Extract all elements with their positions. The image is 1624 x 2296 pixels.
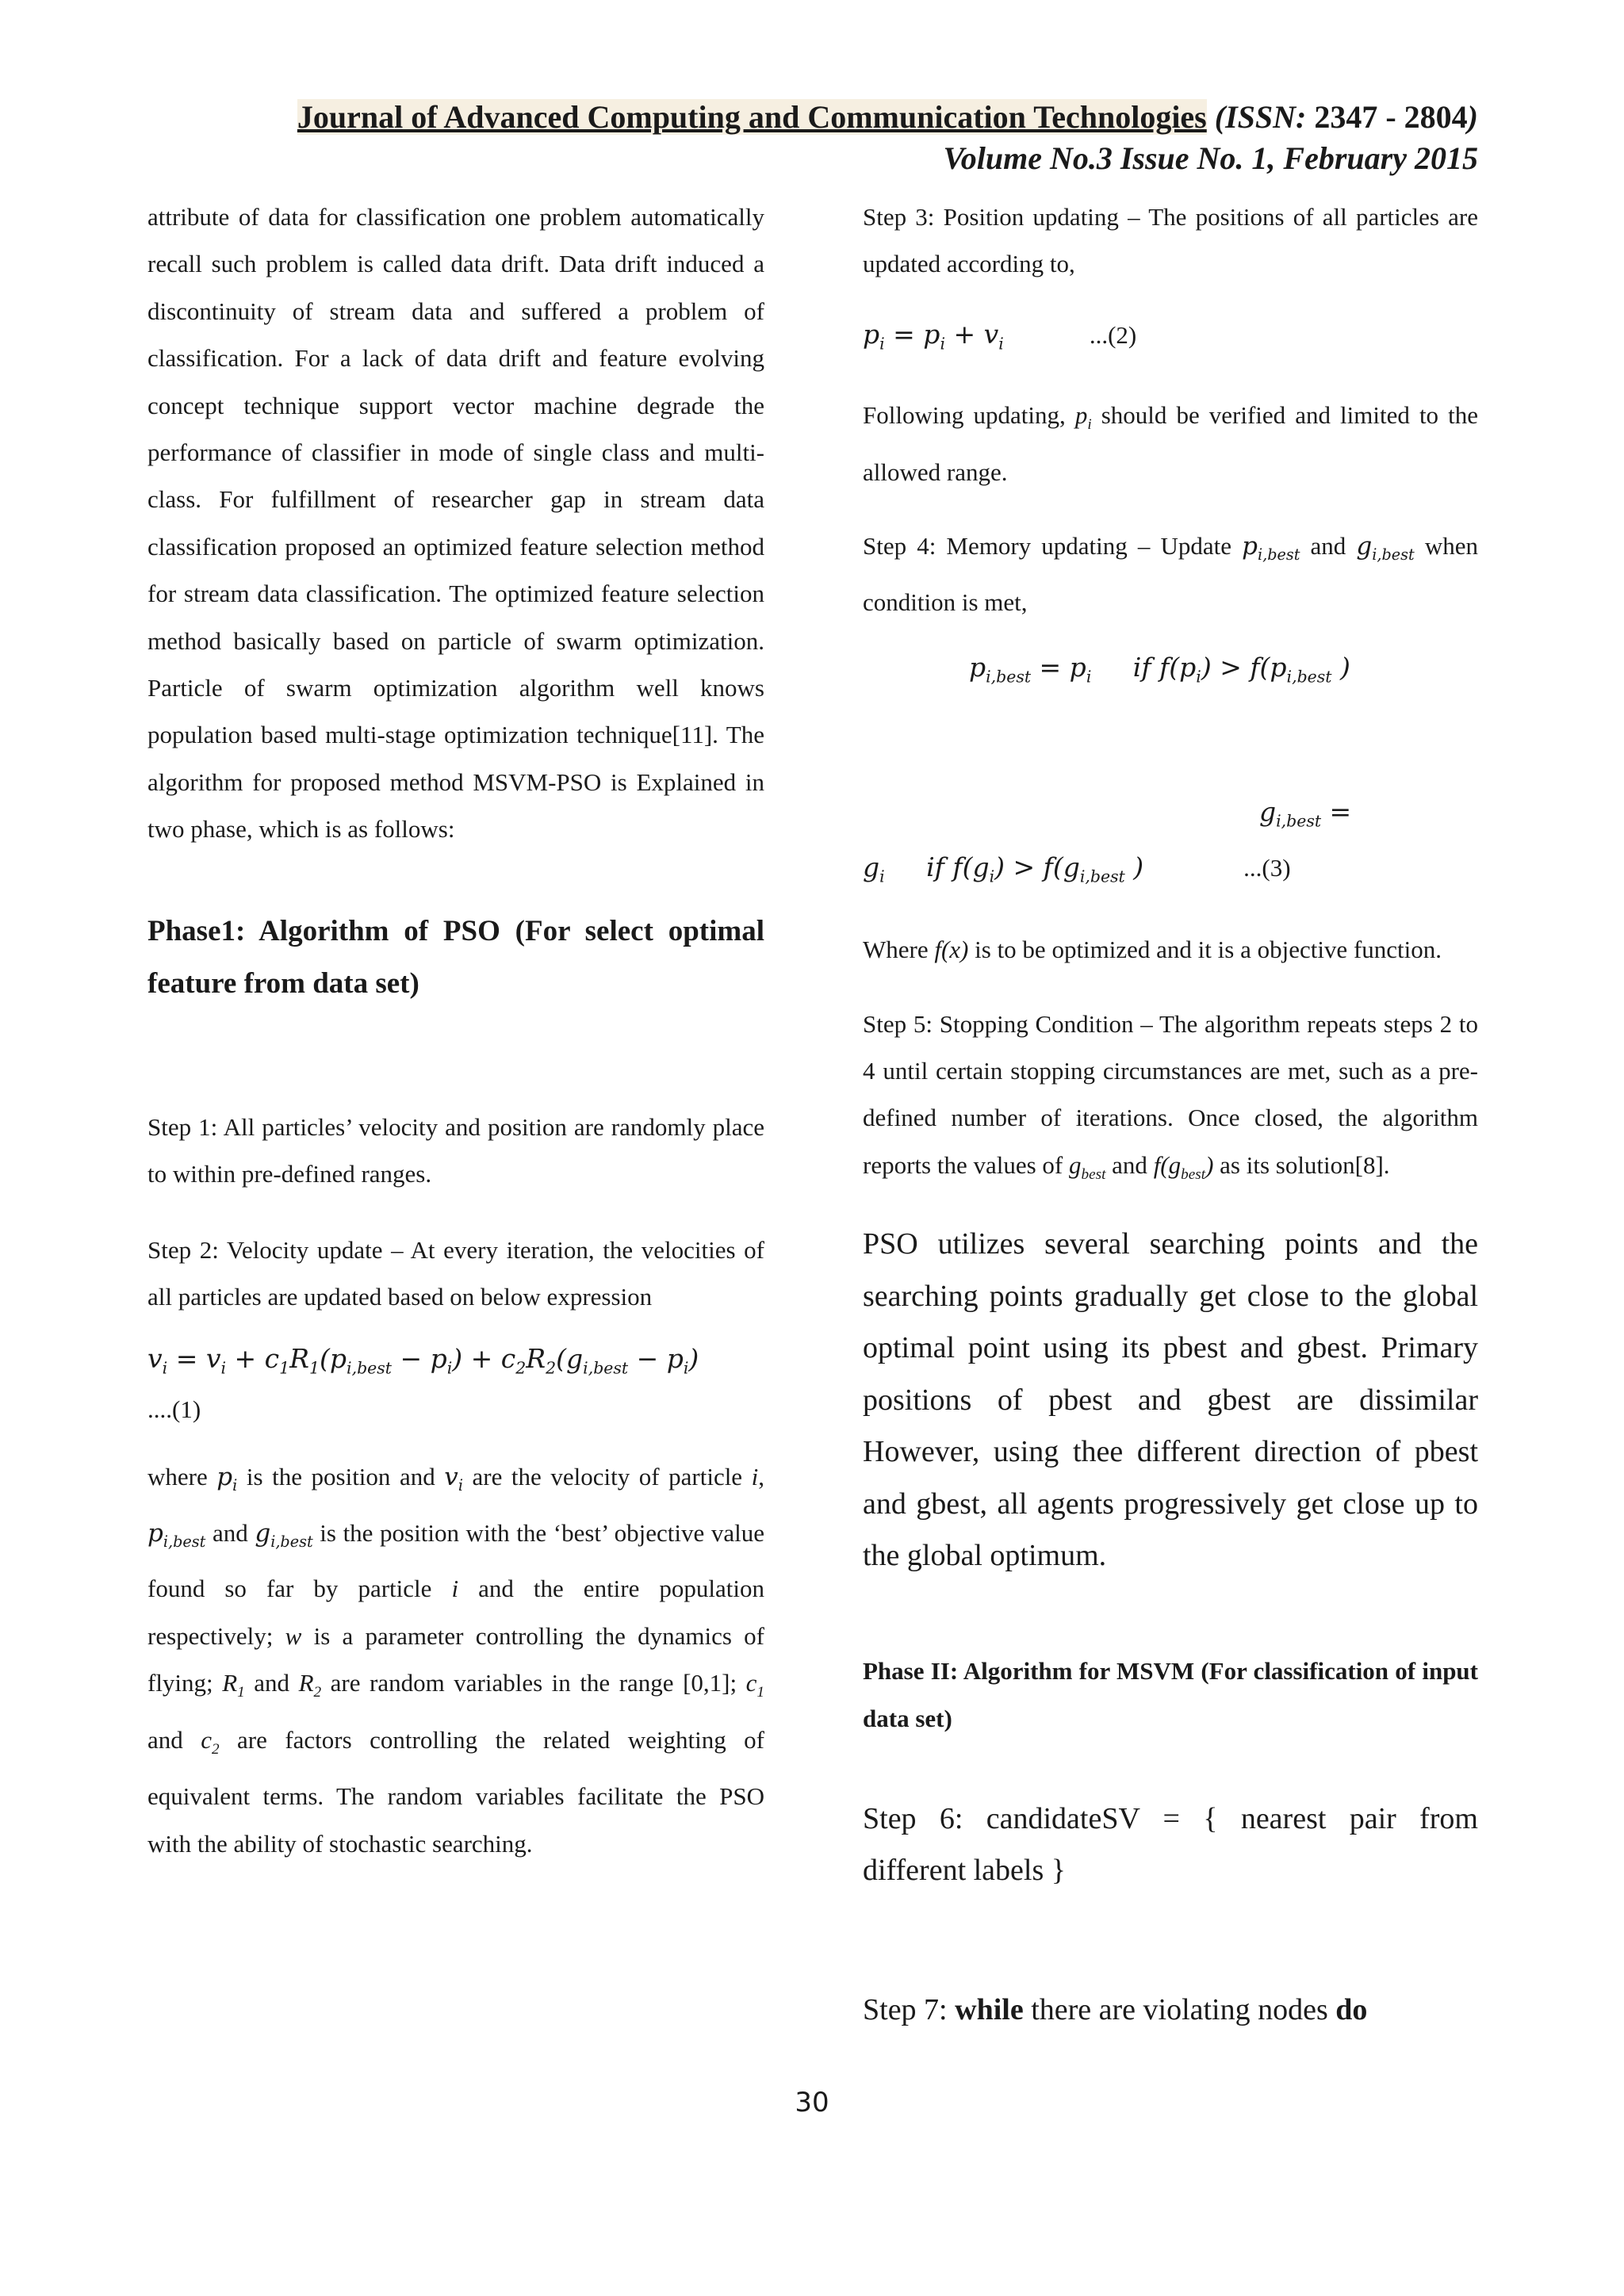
equation-1: $v_i = v_i + c_1R_1(p_{i,best} - p_i) + c_2R_2(g_{i,best} - p_i)$: [147, 1343, 699, 1378]
equation-2-number: ...(2): [1089, 320, 1137, 349]
page-number: 30: [795, 2087, 829, 2118]
pso-paragraph: PSO utilizes several searching points and the searching points gradually get close to the global optimal point using its pbest and gbest. Primary positions of pbest and gbest are dissimilar However, using thee different direction of pbest and gbest, all agents progressively get close up to the global optimum.: [863, 1227, 1478, 1573]
left-column: [147, 193, 764, 1867]
equation-p-best: $p_{i,best} = p_i$ if $f(p_i) > f(p_{i,best}$ ): [969, 652, 1350, 687]
issn-close: ): [1467, 99, 1478, 135]
journal-title-line: [297, 97, 1478, 138]
step2-paragraph: Step 2: Velocity update – At every iteration, the velocities of all particles are updated based on below expression: [147, 1235, 764, 1311]
issn-number: 2347 - 2804: [1314, 99, 1468, 135]
issn-label: (ISSN:: [1214, 99, 1307, 135]
step3-paragraph: Step 3: Position updating – The positions of all particles are updated according to,: [863, 203, 1478, 278]
where-fx-paragraph: Where f(x) is to be optimized and it is a objective function.: [863, 936, 1442, 964]
intro-paragraph: attribute of data for classification one problem automatically recall such problem is called data drift. Data drift induced a discontinuity of stream data and suffered a problem of classification. For a lack of data drift and feature evolving concept technique support vector machine degrade the performance of classifier in mode of single class and multi-class. For fulfillment of researcher gap in stream data classification proposed an optimized feature selection method for stream data classification. The optimized feature selection method basically based on particle of swarm optimization. Particle of swarm optimization algorithm well knows population based multi-stage optimization technique[11]. The algorithm for proposed method MSVM-PSO is Explained in two phase, which is as follows:: [147, 203, 764, 844]
phase1-heading: Phase1: Algorithm of PSO (For select optimal feature from data set): [147, 914, 764, 1000]
journal-header: [297, 97, 1478, 179]
where-paragraph: where $p_i$ is the position and $v_i$ are the velocity of particle i, $p_{i,best}$ and $g_{i,best}$ is the position with the ‘best’ objective value found so far by particle i and the entire population respectively; w is a parameter controlling the dynamics of flying; $R_1$ and $R_2$ are random variables in the range [0,1]; $c_1$ and $c_2$ are factors controlling the related weighting of equivalent terms. The random variables facilitate the PSO with the ability of stochastic searching.: [147, 1462, 765, 1858]
phase2-heading: Phase II: Algorithm for MSVM (For classification of input data set): [863, 1656, 1478, 1732]
step5-paragraph: Step 5: Stopping Condition – The algorithm repeats steps 2 to 4 until certain stopping circumstances are met, such as a pre-defined number of iterations. Once closed, the algorithm reports the values of $g_{best}$ and $f(g_{best})$ as its solution[8].: [863, 1009, 1478, 1183]
step6-paragraph: Step 6: candidateSV = { nearest pair from different labels }: [863, 1801, 1478, 1888]
right-column: [863, 193, 1478, 2036]
equation-g-best-lhs: $g_{i,best}$ =: [1259, 796, 1352, 831]
equation-3-number: ...(3): [1243, 853, 1291, 882]
equation-3: $g_i$ if $f(g_i) > f(g_{i,best}$ ) ...(3): [863, 851, 1291, 886]
following-paragraph: Following updating, $p_i$ should be verified and limited to the allowed range.: [863, 401, 1478, 486]
equation-2: $p_i = p_i + v_i$ ...(2): [863, 318, 1137, 354]
equation-1-number: ....(1): [147, 1395, 201, 1423]
journal-name: Journal of Advanced Computing and Communication Technologies: [297, 99, 1207, 135]
step7-paragraph: Step 7: while there are violating nodes do: [863, 1992, 1368, 2026]
step1-paragraph: Step 1: All particles’ velocity and position are randomly place to within pre-defined ranges.: [147, 1112, 764, 1188]
step4-paragraph: Step 4: Memory updating – Update $p_{i,best}$ and $g_{i,best}$ when condition is met,: [863, 532, 1478, 616]
journal-volume: Volume No.3 Issue No. 1, February 2015: [943, 140, 1478, 176]
